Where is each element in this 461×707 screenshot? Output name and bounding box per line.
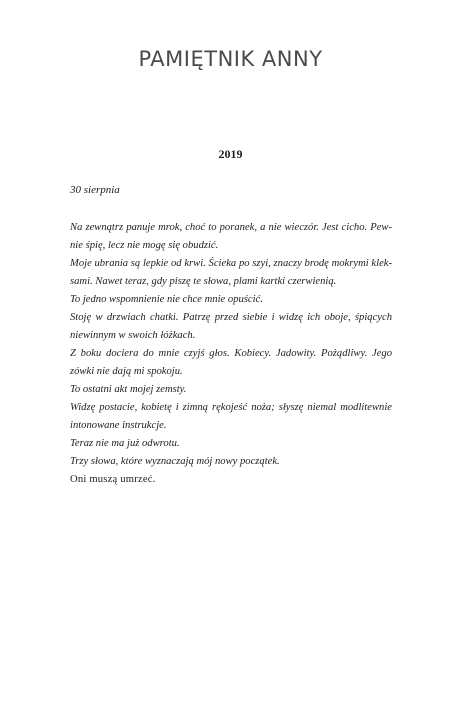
text-line-final: Oni muszą umrzeć. xyxy=(70,474,156,485)
text-line: Widzę postacie, kobietę i zimną rękojeść noża; słyszę niemal modlitewnie xyxy=(70,402,392,413)
text-line: Trzy słowa, które wyznaczają mój nowy początek. xyxy=(70,456,280,467)
text-line: zówki nie dają mi spokoju. xyxy=(70,366,183,377)
text-line: Teraz nie ma już odwrotu. xyxy=(70,438,180,449)
text-line: To ostatni akt mojej zemsty. xyxy=(70,384,187,395)
chapter-year: 2019 xyxy=(218,147,243,161)
text-line: nie śpię, lecz nie mogę się obudzić. xyxy=(70,240,219,251)
text-line: Moje ubrania są lepkie od krwi. Ścieka po szyi, znaczy brodę mokrymi klek- xyxy=(70,258,392,269)
text-line: sami. Nawet teraz, gdy piszę te słowa, plami kartki czerwienią. xyxy=(70,276,337,287)
text-line: To jedno wspomnienie nie chce mnie opuścić. xyxy=(70,294,263,305)
text-line: Na zewnątrz panuje mrok, choć to poranek, a nie wieczór. Jest cicho. Pew- xyxy=(70,222,392,233)
text-line: niewinnym w swoich łóżkach. xyxy=(70,330,196,341)
text-line: intonowane instrukcje. xyxy=(70,420,167,431)
text-line: Z boku dociera do mnie czyjś głos. Kobiecy. Jadowity. Pożądliwy. Jego xyxy=(70,348,392,359)
text-line: Stoję w drzwiach chatki. Patrzę przed siebie i widzę ich oboje, śpiących xyxy=(70,312,392,323)
diary-entry-date: 30 sierpnia xyxy=(70,184,120,196)
book-title: PAMIĘTNIK ANNY xyxy=(138,47,323,71)
